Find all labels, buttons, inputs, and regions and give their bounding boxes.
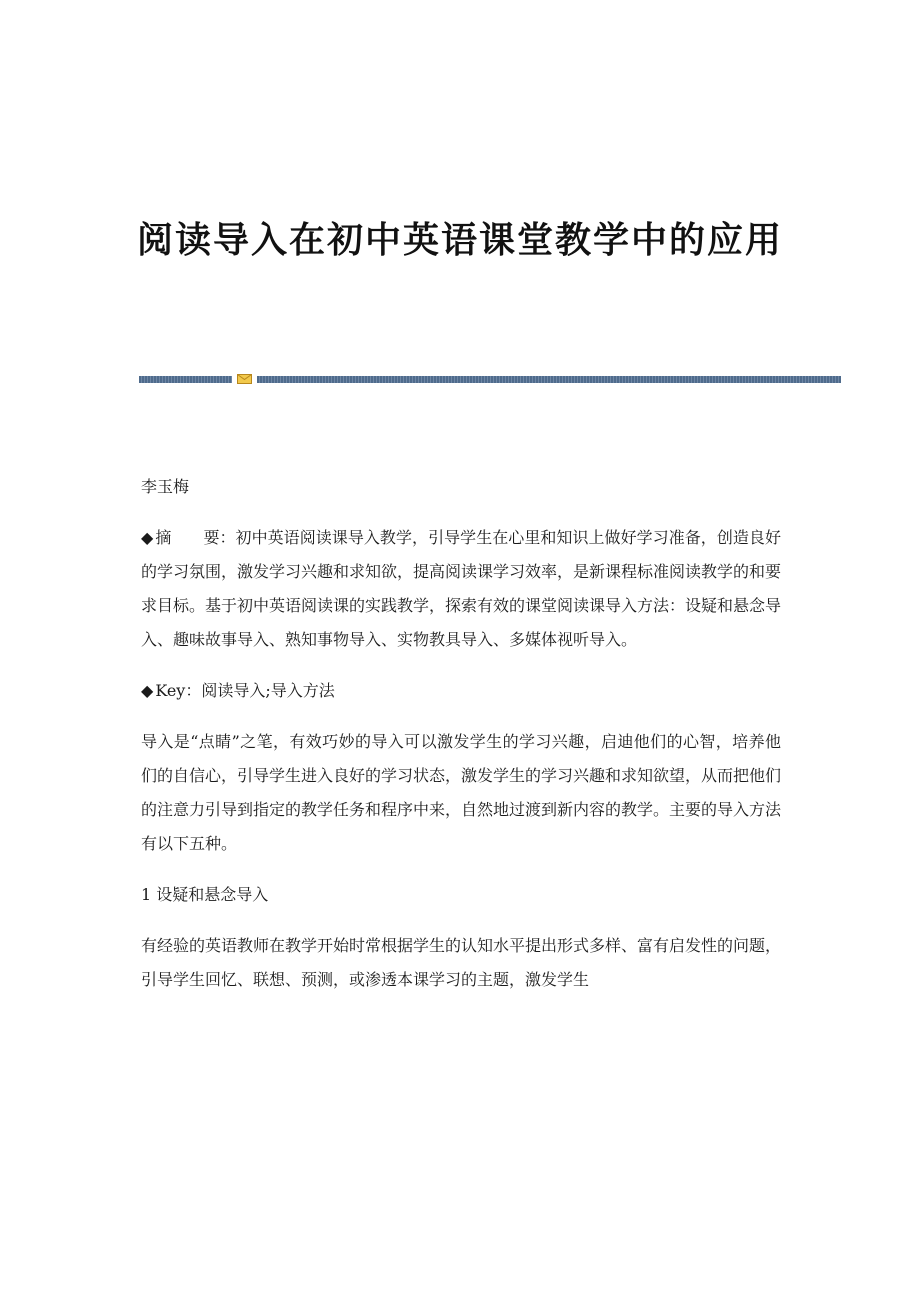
intro-paragraph: 导入是“点睛”之笔，有效巧妙的导入可以激发学生的学习兴趣，启迪他们的心智，培养他们的自信心，引导学生进入良好的学习状态，激发学生的学习兴趣和求知欲望，从而把他们的注意力引导到指定的教学任务和程序中来，自然地过渡到新内容的教学。主要的导入方法有以下五种。 [141,732,782,853]
abstract-label-second: 要： [203,528,236,547]
divider-bar-left [139,376,232,383]
diamond-bullet-icon: ◆ [141,681,154,700]
divider-bar-right [257,376,841,383]
keywords-line [141,674,781,708]
keywords-label: Key： [155,681,202,700]
abstract-text: 初中英语阅读课导入教学，引导学生在心里和知识上做好学习准备，创造良好的学习氛围，激发学习兴趣和求知欲，提高阅读课学习效率，是新课程标准阅读教学的和要求目标。基于初中英语阅读课的实践教学，探索有效的课堂阅读课导入方法：设疑和悬念导入、趣味故事导入、熟知事物导入、实物教具导入、多媒体视听导入。 [141,528,782,649]
section-heading: 1 设疑和悬念导入 [141,885,269,904]
keywords-text: 阅读导入;导入方法 [201,681,335,700]
document-title: 阅读导入在初中英语课堂教学中的应用 [136,220,783,261]
envelope-ornament-icon [237,374,252,384]
abstract-paragraph [141,521,781,657]
abstract-label-first: 摘 [155,528,172,547]
title-divider [139,374,841,384]
section-paragraph: 有经验的英语教师在教学开始时常根据学生的认知水平提出形式多样、富有启发性的问题，引导学生回忆、联想、预测，或渗透本课学习的主题，激发学生 [141,936,782,989]
document-body [141,470,781,1014]
author-name: 李玉梅 [141,477,190,496]
diamond-bullet-icon: ◆ [141,528,154,547]
